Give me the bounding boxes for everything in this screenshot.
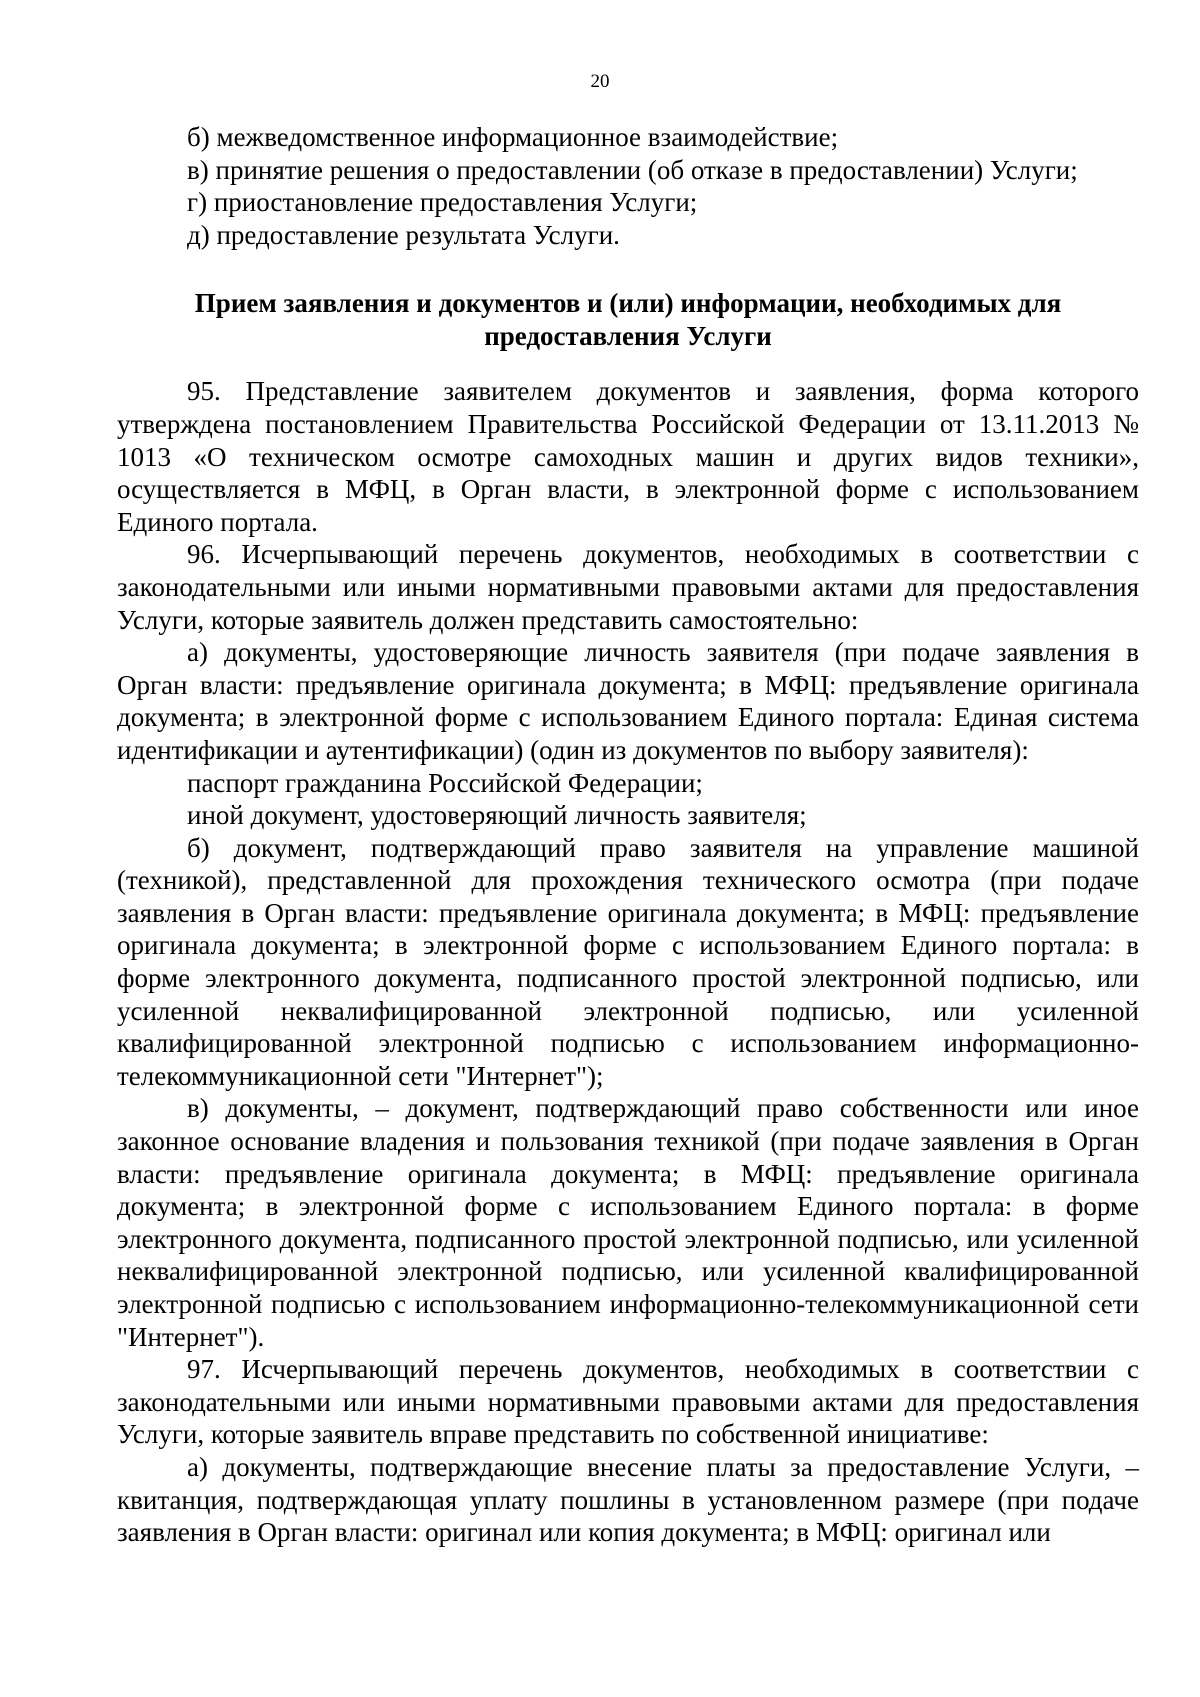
list-item: д) предоставление результата Услуги. [187,219,620,250]
list-item: б) межведомственное информационное взаимодействие; [187,122,839,152]
paragraph-96-v: в) документы, – документ, подтверждающий право собственности или иное законное основание владения и пользования техникой (при подаче заявления в Орган власти: предъявление оригинала документа; в МФЦ: предъявление оригинала документа; в электронной форме с использованием Единого портала: в форме электронного документа, подписанного простой электронной подписью, или усиленной неквалифицированной электронной подписью, или усиленной квалифицированной электронной подписью с использованием информационно-телекоммуникационной сети "Интернет"). [117,1093,1139,1352]
paragraph-97: 97. Исчерпывающий перечень документов, необходимых в соответствии с законодательными или иными нормативными правовыми актами для предоставления Услуги, которые заявитель вправе представить по собственной инициативе: [117,1354,1139,1450]
list-item: г) приостановление предоставления Услуги; [187,187,698,218]
list-item: в) принятие решения о предоставлении (об отказе в предоставлении) Услуги; [187,154,1078,185]
document-body [117,121,1139,1549]
paragraph-97-a: а) документы, подтверждающие внесение платы за предоставление Услуги, – квитанция, подтверждающая уплату пошлины в установленном размере (при подаче заявления в Орган власти: оригинал или копия документа; в МФЦ: оригинал или [117,1451,1139,1548]
paragraph-95: 95. Представление заявителем документов и заявления, форма которого утверждена постановлением Правительства Российской Федерации от 13.11.2013 № 1013 «О техническом осмотре самоходных машин и других видов техники», осуществляется в МФЦ, в Орган власти, в электронной форме с использованием Единого портала. [117,376,1139,537]
page-number: 20 [590,71,610,92]
paragraph-96-a: а) документы, удостоверяющие личность заявителя (при подаче заявления в Орган власти: предъявление оригинала документа; в МФЦ: предъявление оригинала документа; в электронной форме с использованием Единого портала: Единая система идентификации и аутентификации) (один из документов по выбору заявителя): [117,637,1139,765]
paragraph-other-id: иной документ, удостоверяющий личность заявителя; [187,800,807,831]
section-heading: Прием заявления и документов и (или) информации, необходимых для предоставления Услуги [194,288,1062,352]
paragraph-passport: паспорт гражданина Российской Федерации; [187,767,703,798]
paragraph-96-b: б) документ, подтверждающий право заявителя на управление машиной (техникой), представленной для прохождения технического осмотра (при подаче заявления в Орган власти: предъявление оригинала документа; в МФЦ: предъявление оригинала документа; в электронной форме с использованием Единого портала: в форме электронного документа, подписанного простой электронной подписью, или усиленной неквалифицированной электронной подписью, или усиленной квалифицированной электронной подписью с использованием информационно-телекоммуникационной сети "Интернет"); [117,832,1139,1091]
paragraph-96: 96. Исчерпывающий перечень документов, необходимых в соответствии с законодательными или иными нормативными правовыми актами для предоставления Услуги, которые заявитель должен представить самостоятельно: [117,539,1139,635]
